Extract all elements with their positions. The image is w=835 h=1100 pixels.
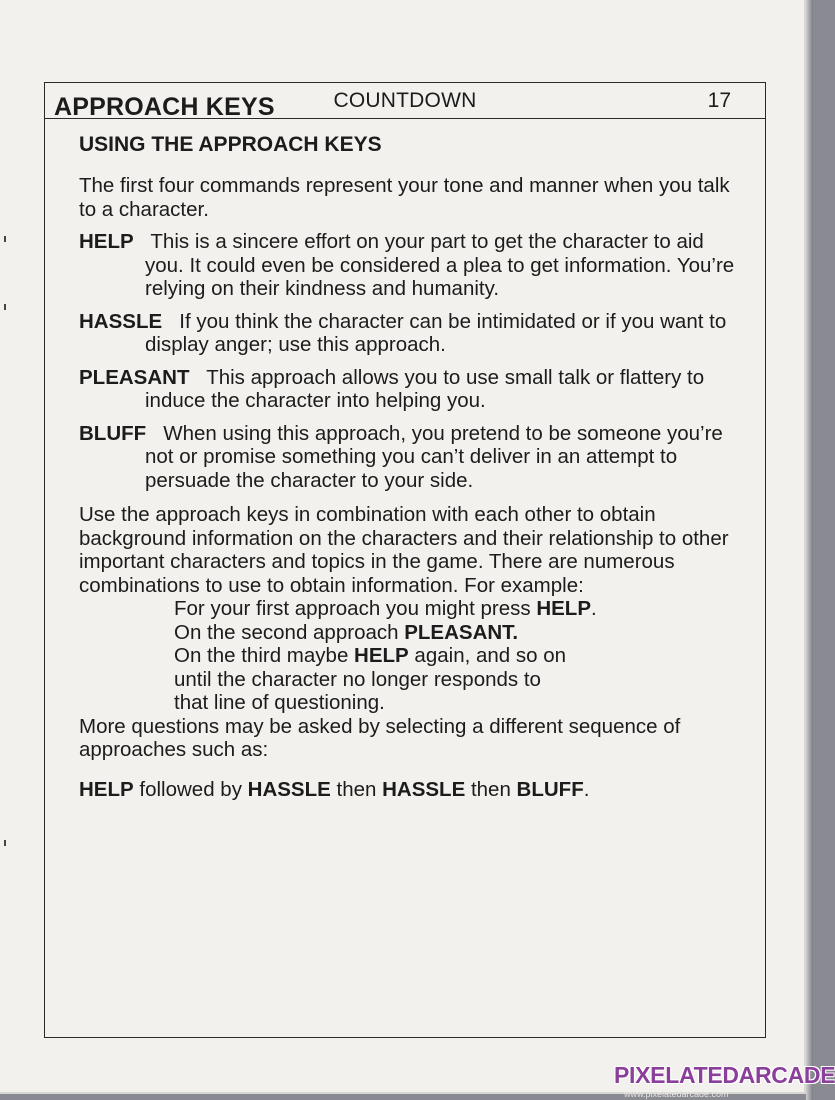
example-text: On the second approach xyxy=(174,620,405,644)
example-key: HELP xyxy=(536,597,592,620)
example-line xyxy=(174,597,744,621)
sequence-text: followed by xyxy=(133,777,248,801)
sequence-key: HASSLE xyxy=(382,777,466,801)
term-help xyxy=(79,230,744,301)
page-number: 17 xyxy=(707,89,731,112)
term-pleasant xyxy=(79,366,744,413)
binding-mark xyxy=(4,840,6,846)
sequence-key: BLUFF xyxy=(516,777,584,801)
example-line xyxy=(174,621,744,645)
sequence-text: then xyxy=(465,777,517,801)
section-subheading: USING THE APPROACH KEYS xyxy=(79,133,382,156)
example-text: On the third maybe xyxy=(174,644,355,667)
sequence-key: HASSLE xyxy=(247,777,331,801)
term-key: PLEASANT xyxy=(79,365,190,389)
sequence-line xyxy=(79,778,744,802)
term-description: When using this approach, you pretend to be someone you’re not or promise something you can’t deliver in an attempt to persuade the character to your side. xyxy=(145,421,723,492)
example-text: again, and so on xyxy=(408,644,567,667)
term-description: If you think the character can be intimidated or if you want to display anger; use this approach. xyxy=(145,309,727,356)
term-key: BLUFF xyxy=(79,421,147,445)
page-content xyxy=(54,92,744,801)
binding-mark xyxy=(4,304,6,310)
example-line: that line of questioning. xyxy=(174,691,385,714)
page-edge xyxy=(806,0,813,1100)
term-description: This approach allows you to use small talk or flattery to induce the character into helping you. xyxy=(145,365,705,412)
term-bluff xyxy=(79,422,744,493)
watermark-url: www.pixelatedarcade.com xyxy=(624,1089,729,1099)
binding-mark xyxy=(4,236,6,242)
sequence-key: HELP xyxy=(79,777,134,801)
header-title: COUNTDOWN xyxy=(333,89,477,112)
more-paragraph: More questions may be asked by selecting a different sequence of approaches such as: xyxy=(79,714,681,761)
combination-paragraph: Use the approach keys in combination with each other to obtain background information on the characters and their relationship to other important characters and topics in the game. There are numerous combinations to use to obtain information. For example: xyxy=(79,503,729,597)
sequence-text: . xyxy=(583,777,590,801)
term-key: HASSLE xyxy=(79,309,163,333)
term-hassle xyxy=(79,310,744,357)
example-block xyxy=(54,597,744,715)
example-text: For your first approach you might press xyxy=(174,597,537,620)
example-text: . xyxy=(591,597,597,620)
term-description: This is a sincere effort on your part to get the character to aid you. It could even be considered a plea to get information. You’re relying on their kindness and humanity. xyxy=(145,230,735,300)
term-key: HELP xyxy=(79,230,134,253)
sequence-text: then xyxy=(330,777,383,801)
example-line xyxy=(174,644,744,668)
example-key: HELP xyxy=(354,644,409,667)
example-line: until the character no longer responds to xyxy=(174,667,541,691)
section-heading: APPROACH KEYS xyxy=(54,93,275,121)
example-key: PLEASANT. xyxy=(404,620,519,644)
watermark-logo: PIXELATEDARCADE xyxy=(614,1062,835,1088)
intro-paragraph: The first four commands represent your tone and manner when you talk to a character. xyxy=(79,174,730,221)
